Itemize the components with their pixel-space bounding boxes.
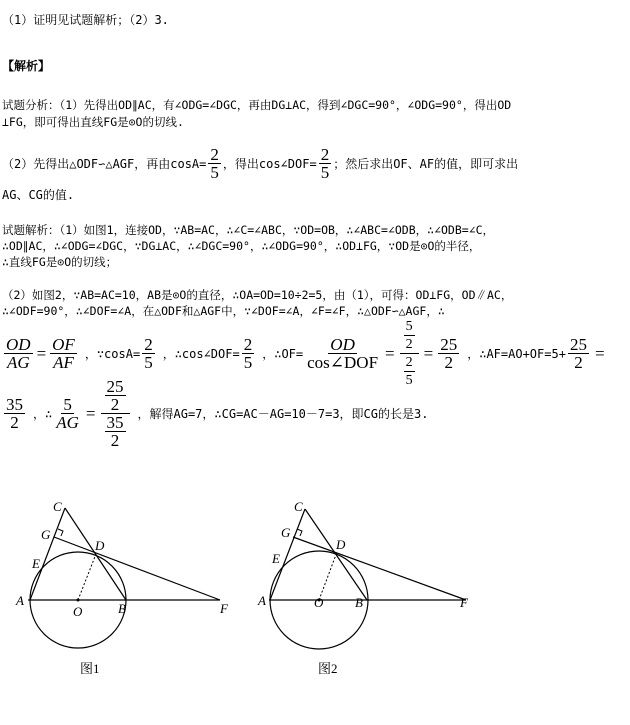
- eq1-text-1: ，∵cosA=: [84, 347, 141, 361]
- analysis-line-2: ⊥FG，即可得出直线FG是⊙O的切线.: [2, 115, 184, 129]
- fraction-two-fifths: [319, 146, 332, 181]
- fraction-5-ag: [54, 396, 81, 431]
- equals-sign: =: [36, 343, 47, 363]
- analysis-text-3c: ；然后求出OF、AF的值，即可求出: [333, 157, 519, 171]
- label-b: B: [118, 601, 126, 616]
- equals-sign: =: [85, 403, 96, 423]
- geometry-figures: [0, 495, 630, 725]
- figure-1: [15, 499, 229, 676]
- label-a: A: [16, 593, 24, 608]
- fraction-25-2: [568, 336, 589, 371]
- label-c: C: [53, 499, 62, 514]
- fraction-od-cos: [305, 336, 380, 371]
- analysis-text-3a: （2）先得出△ODF∽△AGF，再由cosA=: [2, 157, 207, 171]
- numerator: 25: [569, 335, 587, 354]
- fraction-35-2: [4, 396, 25, 431]
- numerator: 35: [6, 395, 23, 414]
- numerator: 2: [320, 145, 330, 164]
- label-g: G: [281, 525, 291, 540]
- eq1-text-2: ，∴cos∠DOF=: [162, 347, 240, 361]
- solution-line-4: （2）如图2，∵AB=AC=10，AB是⊙O的直径，∴OA=OD=10÷2=5，由（1），可得：OD⊥FG，OD∥AC，: [2, 288, 513, 302]
- eq2-text-3: ，解得AG=7，∴CG=AC－AG=10－7=3，即CG的长是3.: [137, 407, 429, 421]
- fraction-inner: [105, 414, 126, 449]
- fraction-od-ag: [4, 336, 33, 371]
- analysis-line-4: AG、CG的值.: [2, 188, 75, 202]
- answer-line: [2, 12, 169, 28]
- answer-text: （1）证明见试题解析；（2）3.: [2, 13, 169, 27]
- denominator: [101, 414, 130, 449]
- label-c: C: [294, 499, 303, 514]
- point-o: [77, 599, 80, 602]
- eq1-text-6: ，∴AF=AO+OF=5+: [467, 347, 566, 361]
- denominator: 5: [405, 373, 413, 388]
- eq2-text-1: ，∴: [33, 407, 53, 421]
- numerator: OD: [6, 335, 31, 354]
- figure-2-caption: 图2: [318, 661, 338, 676]
- fraction-inner: [404, 318, 415, 353]
- denominator: 2: [405, 337, 413, 352]
- label-o: O: [73, 604, 83, 619]
- label-f: F: [460, 595, 468, 610]
- fraction-25-2: [438, 336, 459, 371]
- right-angle-mark: [297, 529, 302, 536]
- equation-row-2: [2, 378, 428, 449]
- numerator: OF: [52, 335, 75, 354]
- numerator: 25: [440, 335, 458, 354]
- label-e: E: [32, 556, 40, 571]
- denominator: 2: [444, 353, 453, 372]
- equals-sign: =: [594, 343, 605, 363]
- numerator: OD: [330, 335, 355, 354]
- analysis-line-3: [2, 146, 518, 181]
- line-od: [78, 554, 96, 600]
- label-d: D: [336, 537, 346, 552]
- numerator: 25: [106, 377, 124, 396]
- fraction-two-fifths: [142, 336, 155, 371]
- solution-line-1: 试题解析：（1）如图1，连接OD，∵AB=AC，∴∠C=∠ABC，∵OD=OB，∴∠ABC=∠ODB，∴∠ODB=∠C，: [2, 223, 495, 237]
- numerator: 5: [405, 319, 413, 334]
- label-b: B: [355, 595, 363, 610]
- label-o: O: [314, 595, 324, 610]
- numerator: 2: [405, 355, 413, 370]
- denominator: AG: [6, 353, 30, 372]
- section-heading-text: 【解析】: [2, 59, 51, 73]
- denominator: 2: [110, 431, 120, 450]
- denominator: 5: [144, 353, 153, 372]
- fraction-two-fifths: [208, 146, 221, 181]
- fraction-compound-2: [101, 378, 130, 449]
- fraction-inner: [105, 378, 126, 413]
- denominator: 5: [320, 163, 330, 182]
- equals-sign: =: [423, 343, 434, 363]
- label-a: A: [258, 593, 266, 608]
- numerator: 5: [63, 395, 72, 414]
- label-e: E: [272, 551, 280, 566]
- denominator: 2: [574, 353, 583, 372]
- solution-line-2: ∴OD∥AC，∴∠ODG=∠DGC，∵DG⊥AC，∴∠DGC=90°，∴∠ODG=90°，∴OD⊥FG，∵OD是⊙O的半径，: [2, 239, 481, 253]
- fraction-two-fifths: [242, 336, 255, 371]
- numerator: 35: [106, 413, 124, 432]
- denominator: cos∠DOF: [307, 353, 379, 372]
- denominator: 5: [243, 353, 253, 372]
- figure-2: [257, 499, 469, 676]
- analysis-line-1: 试题分析：（1）先得出OD∥AC，有∠ODG=∠DGC，再由DG⊥AC，得到∠DGC=90°，∠ODG=90°，得出OD: [2, 98, 512, 112]
- numerator: 2: [210, 145, 219, 164]
- denominator: AG: [56, 413, 79, 432]
- section-heading: [2, 58, 50, 74]
- denominator: 5: [210, 163, 219, 182]
- denominator: 2: [10, 413, 19, 432]
- numerator: [101, 378, 130, 414]
- label-d: D: [95, 538, 105, 553]
- label-g: G: [41, 527, 51, 542]
- numerator: 2: [243, 335, 253, 354]
- right-angle-mark: [58, 529, 63, 536]
- numerator: [400, 318, 419, 354]
- eq1-text-3: ，∴OF=: [262, 347, 304, 361]
- equals-sign: =: [385, 343, 395, 363]
- line-gf: [293, 537, 466, 600]
- denominator: AF: [53, 353, 74, 372]
- solution-line-3: ∴直线FG是⊙O的切线；: [2, 255, 118, 269]
- analysis-text-3b: ，得出cos∠DOF=: [222, 157, 317, 171]
- line-od: [319, 552, 337, 600]
- line-ac: [30, 508, 65, 600]
- denominator: 2: [110, 395, 120, 414]
- solution-line-5: ∴∠ODF=90°，∴∠DOF=∠A，在△ODF和△AGF中，∵∠DOF=∠A，∠F=∠F，∴△ODF∽△AGF，∴: [2, 304, 445, 318]
- line-gf: [54, 537, 220, 600]
- fraction-of-af: [50, 336, 77, 371]
- numerator: 2: [144, 335, 153, 354]
- label-f: F: [220, 601, 228, 616]
- figure-1-caption: 图1: [80, 661, 100, 676]
